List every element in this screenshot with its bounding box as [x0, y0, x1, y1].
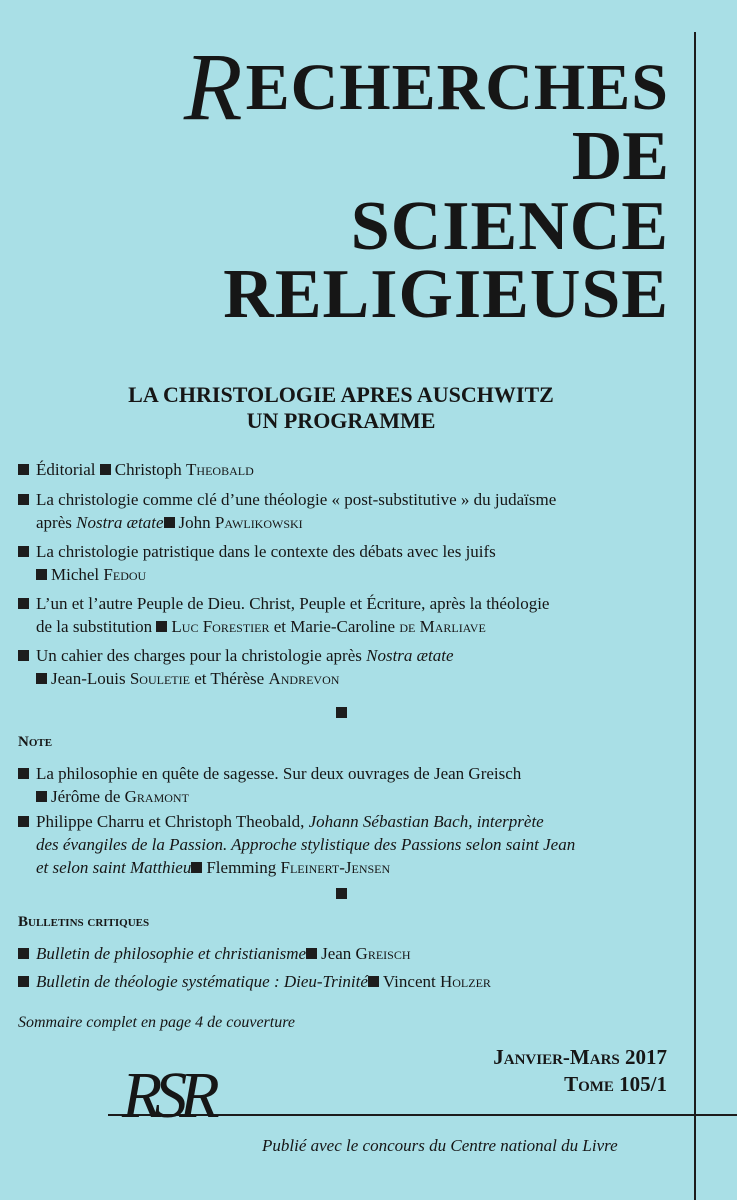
bullet-square: [156, 621, 167, 632]
bullet-square: [18, 976, 29, 987]
bullet-square: [18, 464, 29, 475]
toc-articles: [18, 458, 678, 692]
bullet-square: [18, 598, 29, 609]
summary-note: Sommaire complet en page 4 de couverture: [18, 1014, 295, 1031]
issue-info: [493, 1044, 667, 1098]
separator-square: [336, 888, 347, 899]
publication-credit: Publié avec le concours du Centre national du Livre: [262, 1136, 618, 1155]
article-editorial: Éditorial Christoph Theobald: [18, 458, 678, 488]
issue-theme: [0, 382, 682, 434]
article-souletie: Un cahier des charges pour la christologie après Nostra ætate Jean-Louis Souletie et Thérèse Andrevon: [18, 644, 678, 692]
bullet-square: [18, 546, 29, 557]
bullet-square: [18, 768, 29, 779]
bullet-square: [36, 791, 47, 802]
toc-note: [18, 762, 678, 882]
bulletin-holzer: Bulletin de théologie systématique : Dieu-Trinité Vincent Holzer: [18, 970, 678, 998]
bullet-square: [18, 948, 29, 959]
rsr-logo: RSR: [122, 1059, 212, 1132]
issue-date: Janvier-Mars 2017: [493, 1045, 667, 1069]
theme-line-1: LA CHRISTOLOGIE APRES AUSCHWITZ: [128, 382, 554, 407]
masthead-line-2: DE: [571, 118, 669, 195]
bullet-square: [368, 976, 379, 987]
toc-bulletins: [18, 942, 678, 998]
separator-square: [336, 707, 347, 718]
article-fedou: La christologie patristique dans le contexte des débats avec les juifs Michel Fedou: [18, 540, 678, 592]
bullet-square: [164, 517, 175, 528]
bullet-square: [100, 464, 111, 475]
masthead-line-1: RECHERCHES: [183, 33, 669, 140]
note-gramont: La philosophie en quête de sagesse. Sur deux ouvrages de Jean Greisch Jérôme de Gramont: [18, 762, 678, 810]
bullet-square: [18, 494, 29, 505]
note-charru: Philippe Charru et Christoph Theobald, Johann Sébastian Bach, interprète des évangiles de la Passion. Approche stylistique des Passions selon saint Jean et selon saint Matthieu Flemming Fleinert-Jensen: [18, 810, 678, 882]
masthead-line-4: RELIGIEUSE: [223, 256, 669, 333]
bullet-square: [306, 948, 317, 959]
issue-tome: Tome 105/1: [564, 1072, 667, 1096]
bullet-square: [18, 650, 29, 661]
bulletin-greisch: Bulletin de philosophie et christianisme Jean Greisch: [18, 942, 678, 970]
bullet-square: [36, 673, 47, 684]
bullet-square: [36, 569, 47, 580]
vertical-rule: [694, 32, 696, 1200]
bullet-square: [191, 862, 202, 873]
bulletins-heading: Bulletins critiques: [18, 914, 150, 930]
theme-line-2: UN PROGRAMME: [246, 408, 436, 433]
note-heading: Note: [18, 734, 53, 750]
article-forestier: L’un et l’autre Peuple de Dieu. Christ, Peuple et Écriture, après la théologie de la substitution Luc Forestier et Marie-Caroline de Marliave: [18, 592, 678, 644]
masthead-line-3: SCIENCE: [350, 188, 669, 265]
bullet-square: [18, 816, 29, 827]
article-pawlikowski: La christologie comme clé d’une théologie « post-substitutive » du judaïsme après Nostra ætate John Pawlikowski: [18, 488, 678, 540]
